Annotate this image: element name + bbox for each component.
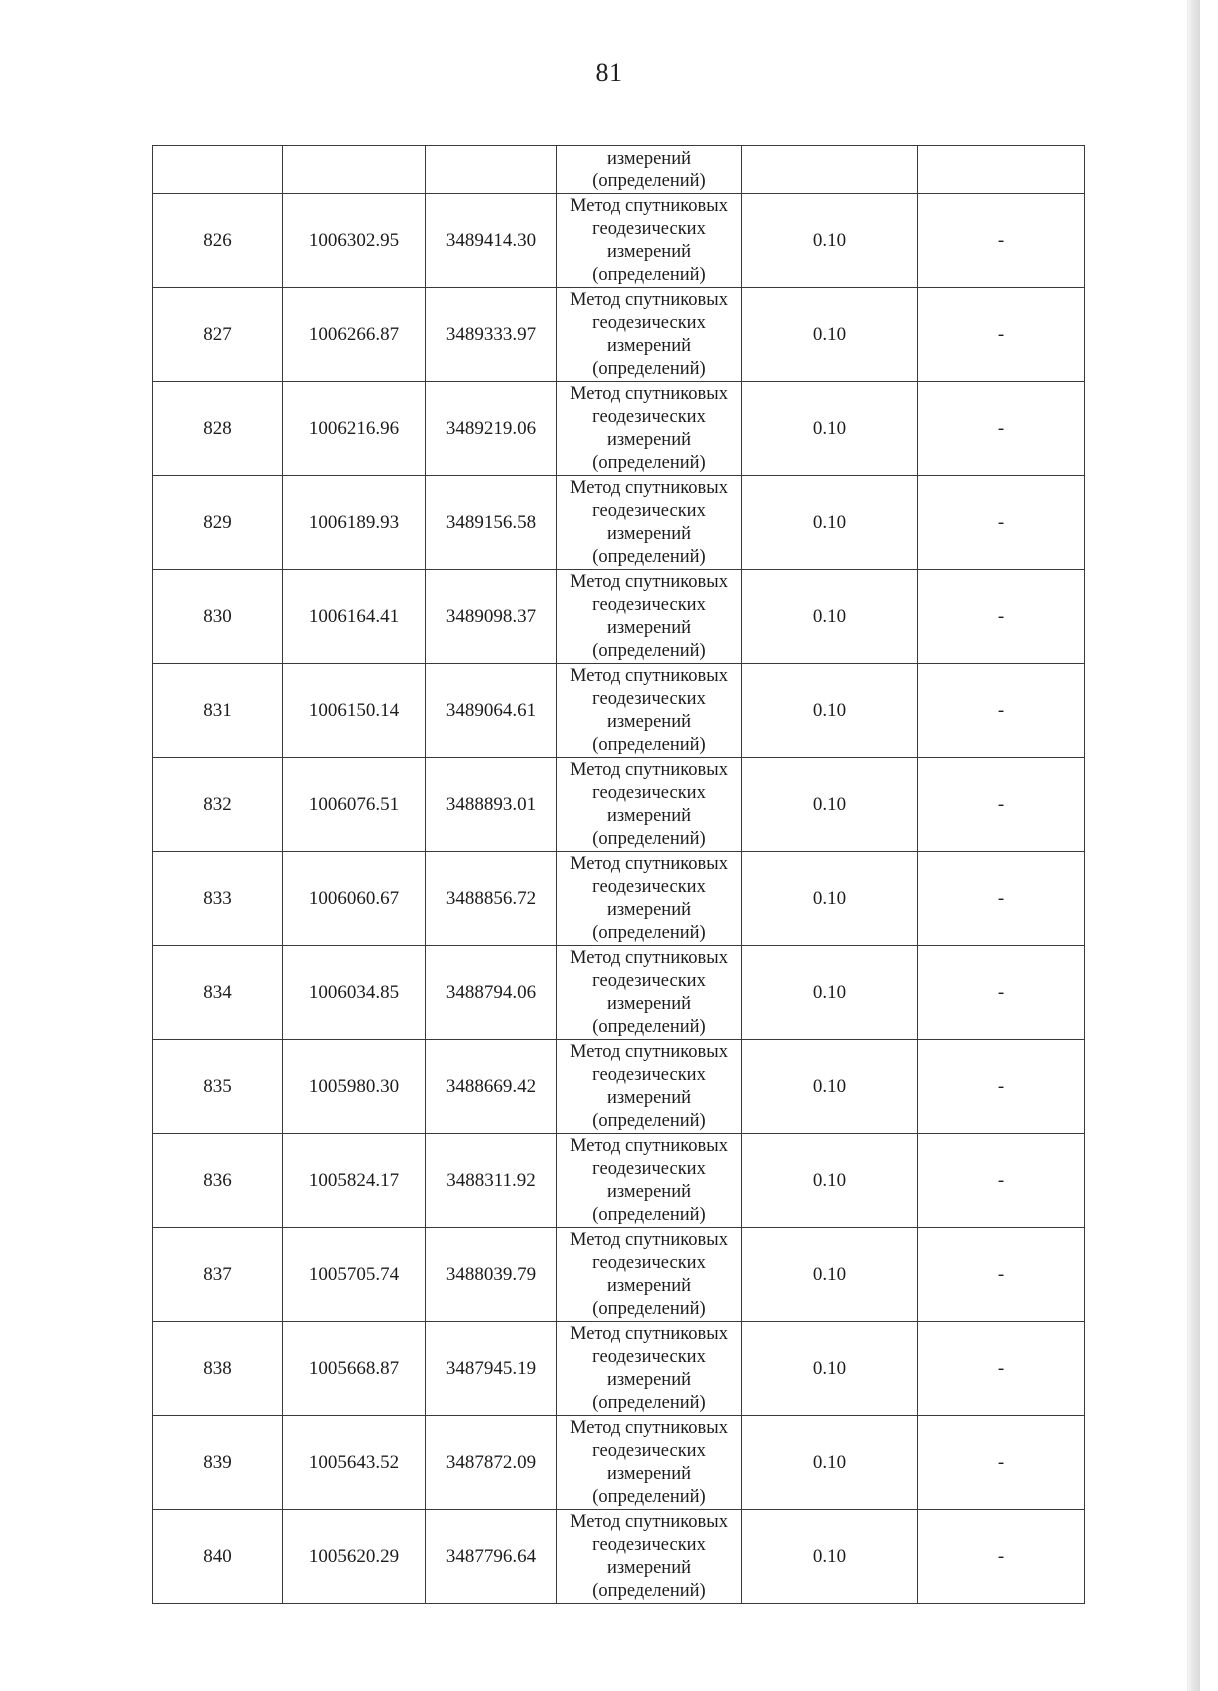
cell-x-coordinate: 1005668.87: [283, 1322, 426, 1416]
method-line: измерений: [606, 899, 692, 920]
cell-x-coordinate: 1006189.93: [283, 476, 426, 570]
cell-point-number: 833: [153, 852, 283, 946]
method-line: (определений): [592, 1016, 706, 1037]
method-line: (определений): [592, 1392, 706, 1413]
method-line: Метод спутниковых: [570, 1229, 728, 1250]
method-line: Метод спутниковых: [570, 1323, 728, 1344]
cell-note: -: [918, 1322, 1085, 1416]
method-line: геодезических: [592, 1064, 706, 1085]
cell-note: -: [918, 946, 1085, 1040]
cell-point-number: 838: [153, 1322, 283, 1416]
cell-accuracy: 0.10: [742, 1416, 918, 1510]
method-line: (определений): [592, 170, 706, 191]
method-line: измерений: [606, 1275, 692, 1296]
cell-method: [557, 852, 742, 946]
cell-y-coordinate: 3488856.72: [426, 852, 557, 946]
cell-note: -: [918, 1134, 1085, 1228]
cell-x-coordinate: 1005980.30: [283, 1040, 426, 1134]
cell-method: [557, 146, 742, 194]
cell-accuracy: 0.10: [742, 758, 918, 852]
cell-y-coordinate: 3489414.30: [426, 194, 557, 288]
cell-y-coordinate: 3489219.06: [426, 382, 557, 476]
cell-accuracy: [742, 146, 918, 194]
cell-method: [557, 1416, 742, 1510]
method-line: Метод спутниковых: [570, 853, 728, 874]
cell-note: [918, 146, 1085, 194]
cell-y-coordinate: 3488039.79: [426, 1228, 557, 1322]
table-row: [153, 194, 1085, 288]
cell-note: -: [918, 852, 1085, 946]
cell-accuracy: 0.10: [742, 852, 918, 946]
cell-method: [557, 1228, 742, 1322]
cell-note: -: [918, 570, 1085, 664]
cell-method: [557, 946, 742, 1040]
cell-y-coordinate: 3488893.01: [426, 758, 557, 852]
table-row: [153, 1322, 1085, 1416]
cell-x-coordinate: 1006302.95: [283, 194, 426, 288]
cell-point-number: 831: [153, 664, 283, 758]
cell-accuracy: 0.10: [742, 1040, 918, 1134]
cell-point-number: 835: [153, 1040, 283, 1134]
cell-accuracy: 0.10: [742, 288, 918, 382]
method-line: (определений): [592, 640, 706, 661]
method-line: измерений: [606, 241, 692, 262]
cell-point-number: 829: [153, 476, 283, 570]
cell-method: [557, 1322, 742, 1416]
cell-point-number: 832: [153, 758, 283, 852]
cell-y-coordinate: [426, 146, 557, 194]
cell-y-coordinate: 3487872.09: [426, 1416, 557, 1510]
table-row: [153, 758, 1085, 852]
table-row: [153, 476, 1085, 570]
cell-x-coordinate: 1006076.51: [283, 758, 426, 852]
cell-point-number: 837: [153, 1228, 283, 1322]
method-line: геодезических: [592, 312, 706, 333]
method-line: геодезических: [592, 688, 706, 709]
method-line: Метод спутниковых: [570, 665, 728, 686]
table-row: [153, 852, 1085, 946]
method-line: (определений): [592, 1580, 706, 1601]
coordinates-table: [152, 145, 1085, 1604]
cell-x-coordinate: 1006216.96: [283, 382, 426, 476]
method-line: (определений): [592, 358, 706, 379]
cell-y-coordinate: 3488311.92: [426, 1134, 557, 1228]
cell-accuracy: 0.10: [742, 382, 918, 476]
method-line: измерений: [606, 1369, 692, 1390]
method-line: Метод спутниковых: [570, 571, 728, 592]
cell-method: [557, 382, 742, 476]
cell-point-number: [153, 146, 283, 194]
cell-note: -: [918, 1228, 1085, 1322]
cell-x-coordinate: 1005824.17: [283, 1134, 426, 1228]
method-line: (определений): [592, 734, 706, 755]
cell-method: [557, 476, 742, 570]
method-line: геодезических: [592, 594, 706, 615]
cell-point-number: 839: [153, 1416, 283, 1510]
method-line: геодезических: [592, 876, 706, 897]
cell-x-coordinate: 1006060.67: [283, 852, 426, 946]
method-line: измерений: [606, 805, 692, 826]
cell-point-number: 836: [153, 1134, 283, 1228]
cell-method: [557, 1510, 742, 1604]
method-line: Метод спутниковых: [570, 289, 728, 310]
page-number: 81: [595, 58, 623, 87]
scan-edge: [1188, 0, 1200, 1691]
method-line: (определений): [592, 1204, 706, 1225]
cell-note: -: [918, 664, 1085, 758]
method-line: Метод спутниковых: [570, 1417, 728, 1438]
table-row: [153, 1416, 1085, 1510]
cell-point-number: 827: [153, 288, 283, 382]
method-line: геодезических: [592, 1346, 706, 1367]
method-line: измерений: [606, 148, 692, 169]
cell-method: [557, 570, 742, 664]
method-line: измерений: [606, 711, 692, 732]
cell-accuracy: 0.10: [742, 1134, 918, 1228]
table-row: [153, 946, 1085, 1040]
method-line: измерений: [606, 1557, 692, 1578]
method-line: геодезических: [592, 406, 706, 427]
method-line: (определений): [592, 828, 706, 849]
cell-x-coordinate: 1006164.41: [283, 570, 426, 664]
method-line: Метод спутниковых: [570, 477, 728, 498]
method-line: Метод спутниковых: [570, 759, 728, 780]
method-line: измерений: [606, 1087, 692, 1108]
table-row: [153, 382, 1085, 476]
cell-point-number: 828: [153, 382, 283, 476]
coordinates-table-container: [152, 145, 1086, 1601]
cell-accuracy: 0.10: [742, 1510, 918, 1604]
cell-y-coordinate: 3489098.37: [426, 570, 557, 664]
method-line: геодезических: [592, 1440, 706, 1461]
cell-accuracy: 0.10: [742, 664, 918, 758]
cell-note: -: [918, 476, 1085, 570]
cell-x-coordinate: 1006034.85: [283, 946, 426, 1040]
method-line: измерений: [606, 523, 692, 544]
cell-accuracy: 0.10: [742, 946, 918, 1040]
table-row: [153, 664, 1085, 758]
cell-note: -: [918, 758, 1085, 852]
cell-note: -: [918, 382, 1085, 476]
table-row: [153, 1134, 1085, 1228]
table-row: [153, 1040, 1085, 1134]
cell-method: [557, 1134, 742, 1228]
cell-note: -: [918, 1040, 1085, 1134]
method-line: (определений): [592, 546, 706, 567]
cell-x-coordinate: [283, 146, 426, 194]
cell-point-number: 826: [153, 194, 283, 288]
cell-y-coordinate: 3489333.97: [426, 288, 557, 382]
method-line: (определений): [592, 922, 706, 943]
method-line: геодезических: [592, 970, 706, 991]
cell-point-number: 834: [153, 946, 283, 1040]
cell-point-number: 830: [153, 570, 283, 664]
cell-y-coordinate: 3489064.61: [426, 664, 557, 758]
cell-accuracy: 0.10: [742, 476, 918, 570]
cell-note: -: [918, 1416, 1085, 1510]
cell-accuracy: 0.10: [742, 1228, 918, 1322]
method-line: (определений): [592, 1110, 706, 1131]
method-line: Метод спутниковых: [570, 947, 728, 968]
cell-x-coordinate: 1005705.74: [283, 1228, 426, 1322]
table-row: [153, 288, 1085, 382]
cell-method: [557, 1040, 742, 1134]
cell-method: [557, 194, 742, 288]
method-line: Метод спутниковых: [570, 1041, 728, 1062]
cell-accuracy: 0.10: [742, 1322, 918, 1416]
table-row: [153, 570, 1085, 664]
cell-method: [557, 664, 742, 758]
cell-point-number: 840: [153, 1510, 283, 1604]
table-row: [153, 1228, 1085, 1322]
method-line: измерений: [606, 1181, 692, 1202]
method-line: геодезических: [592, 1534, 706, 1555]
cell-x-coordinate: 1005643.52: [283, 1416, 426, 1510]
method-line: Метод спутниковых: [570, 195, 728, 216]
cell-note: -: [918, 194, 1085, 288]
cell-accuracy: 0.10: [742, 570, 918, 664]
method-line: (определений): [592, 264, 706, 285]
method-line: измерений: [606, 1463, 692, 1484]
method-line: геодезических: [592, 1158, 706, 1179]
method-line: измерений: [606, 429, 692, 450]
method-line: измерений: [606, 335, 692, 356]
cell-y-coordinate: 3488794.06: [426, 946, 557, 1040]
cell-note: -: [918, 288, 1085, 382]
method-line: измерений: [606, 617, 692, 638]
cell-method: [557, 288, 742, 382]
cell-y-coordinate: 3489156.58: [426, 476, 557, 570]
method-line: Метод спутниковых: [570, 1511, 728, 1532]
cell-x-coordinate: 1005620.29: [283, 1510, 426, 1604]
method-line: геодезических: [592, 218, 706, 239]
method-line: геодезических: [592, 782, 706, 803]
method-line: (определений): [592, 452, 706, 473]
cell-x-coordinate: 1006150.14: [283, 664, 426, 758]
method-line: (определений): [592, 1486, 706, 1507]
table-row-continued: [153, 146, 1085, 194]
method-line: Метод спутниковых: [570, 383, 728, 404]
cell-y-coordinate: 3487796.64: [426, 1510, 557, 1604]
table-row: [153, 1510, 1085, 1604]
cell-note: -: [918, 1510, 1085, 1604]
method-line: Метод спутниковых: [570, 1135, 728, 1156]
cell-method: [557, 758, 742, 852]
cell-y-coordinate: 3488669.42: [426, 1040, 557, 1134]
method-line: геодезических: [592, 1252, 706, 1273]
cell-accuracy: 0.10: [742, 194, 918, 288]
cell-x-coordinate: 1006266.87: [283, 288, 426, 382]
method-line: геодезических: [592, 500, 706, 521]
cell-y-coordinate: 3487945.19: [426, 1322, 557, 1416]
method-line: (определений): [592, 1298, 706, 1319]
method-line: измерений: [606, 993, 692, 1014]
